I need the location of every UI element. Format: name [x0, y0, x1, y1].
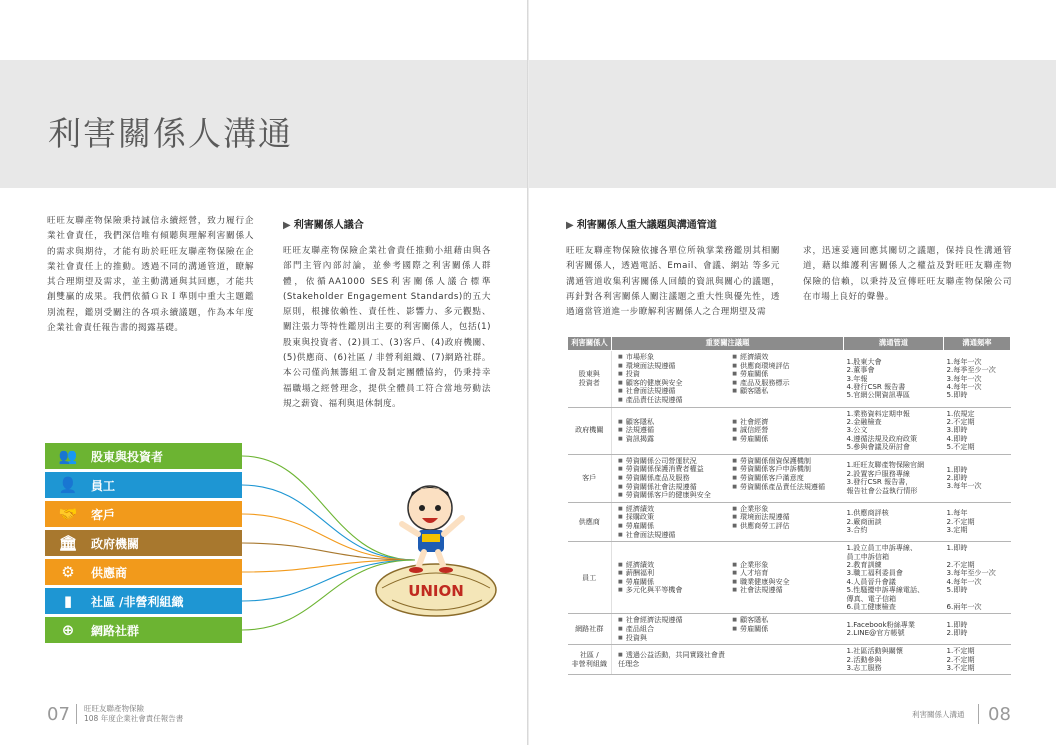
- issue-item: ■ 勞資關係個資保護機制: [732, 457, 840, 466]
- stakeholder-bar: [45, 588, 242, 614]
- stakeholder-table: [567, 336, 1011, 675]
- stakeholder-bar: [45, 530, 242, 556]
- issue-item: ■ 企業形象: [732, 561, 840, 570]
- issue-item: ■ 顧客隱私: [618, 418, 726, 427]
- stakeholder-cell: 供應商: [568, 502, 612, 541]
- stakeholder-cell: 政府機關: [568, 407, 612, 454]
- stakeholder-bar: [45, 559, 242, 585]
- issue-item: ■ 人才培育: [732, 569, 840, 578]
- issue-item: ■ 勞雇關係: [618, 522, 726, 531]
- issues-cell: [612, 351, 844, 408]
- issues-cell: [612, 645, 844, 675]
- issue-item: ■ 環境面法規遵循: [732, 513, 840, 522]
- issue-item: ■ 勞資關係客戶的健康與安全: [618, 491, 726, 500]
- issue-item: ■ 企業形象: [732, 505, 840, 514]
- stakeholder-icon: 👥: [58, 447, 78, 465]
- stakeholder-cell: 社區 / 非營利組織: [568, 645, 612, 675]
- stakeholder-bar: [45, 472, 242, 498]
- page-title: 利害關係人溝通: [48, 114, 293, 153]
- issue-item: ■ 資訊揭露: [618, 435, 726, 444]
- issue-item: ■ 誠信經營: [732, 426, 840, 435]
- issues-cell: [612, 407, 844, 454]
- section2-body-col2: 求，迅速妥適回應其關切之議題，保持良性溝通管道，藉以維護利害關係人之權益及對旺旺友聯產物保險的信賴，以秉持及宣傳旺旺友聯產物保險公司在市場上良好的聲譽。: [803, 246, 1012, 302]
- issue-item: ■ 社會經濟: [732, 418, 840, 427]
- issue-item: ■ 產品及服務標示: [732, 379, 840, 388]
- table-row: [568, 542, 1011, 614]
- page-spine: [527, 0, 529, 745]
- stakeholder-bar: [45, 617, 242, 643]
- issue-item: ■ 投資與: [618, 634, 726, 643]
- stakeholder-cell: 網路社群: [568, 614, 612, 645]
- issue-item: ■ 勞資關係客戶滿意度: [732, 474, 840, 483]
- issue-item: ■ 社會面法規遵循: [618, 531, 726, 540]
- triangle-icon: ▶: [566, 220, 574, 231]
- issues-cell: [612, 542, 844, 614]
- issue-item: ■ 產品責任法規遵循: [618, 396, 726, 405]
- frequency-cell: 1.每年 2.不定期 3.定期: [944, 502, 1011, 541]
- stakeholder-icon: ⊕: [61, 621, 75, 639]
- footer-left-text: [84, 704, 183, 724]
- issue-item: ■ 社會面法規遵循: [618, 387, 726, 396]
- section1-heading: [283, 216, 364, 231]
- issue-item: ■ 勞雇關係: [732, 435, 840, 444]
- frequency-cell: 1.即時 2.即時: [944, 614, 1011, 645]
- stakeholder-cell: 股東與 投資者: [568, 351, 612, 408]
- issue-item: ■ 勞雇關係: [618, 578, 726, 587]
- frequency-cell: 1.依規定 2.不定期 3.即時 4.即時 5.不定期: [944, 407, 1011, 454]
- section2-heading: [566, 216, 717, 231]
- issue-item: ■ 職業健康與安全: [732, 578, 840, 587]
- intro-paragraph: 旺旺友聯產物保險秉持誠信永續經營，致力履行企業社會責任，我們深信唯有傾聽與理解利害關係人的需求與期待，才能有助於旺旺友聯產物保險在企業社會責任上的推動。透過不同的溝通管道，瞭解其合理期望及需求，並主動溝通與其回應，才能共創雙贏的成果。我們依循ＧＲＩ準則中重大主題鑑別流程，鑑別受關注的各項永續議題，作為本年度企業社會責任報告書的揭露基礎。: [47, 216, 254, 334]
- table-row: [568, 407, 1011, 454]
- stakeholder-icon: ▮: [63, 592, 73, 610]
- union-logo-text: UNION: [408, 582, 464, 600]
- issue-item: ■ 經濟績效: [732, 353, 840, 362]
- stakeholder-bar: [45, 501, 242, 527]
- channels-cell: 1.Facebook粉絲專業 2.LINE@官方帳號: [844, 614, 944, 645]
- channels-cell: 1.設立員工申訴專線、 員工申訴信箱 2.教育訓練 3.職工福利委員會 4.人員晉升會議 5.性騷擾申訴專線電話、 傳真、電子信箱 6.員工健康檢查: [844, 542, 944, 614]
- issue-item: ■ 勞雇關係: [732, 370, 840, 379]
- section2-body-col1: 旺旺友聯產物保險依據各單位所執掌業務鑑別其相關利害關係人，透過電話、Email、會議、網站 等多元溝通管道收集利害關係人回饋的資訊與關心的議題，再針對各利害關係人關注議題之重大性與優先性，透過適當管道進一步瞭解利害關係人之合理期望及需: [566, 246, 780, 318]
- issues-cell: [612, 614, 844, 645]
- channels-cell: 1.社區活動與關懷 2.活動參與 3.志工服務: [844, 645, 944, 675]
- issue-item: ■ 勞資關係產品責任法規遵循: [732, 483, 840, 492]
- table-header: 溝通管道: [844, 337, 944, 351]
- issue-item: ■ 勞雇關係: [732, 625, 840, 634]
- issue-item: ■ 勞資關係保護消費者權益: [618, 465, 726, 474]
- footer-report: 108 年度企業社會責任報告書: [84, 714, 184, 723]
- table-header: 溝通頻率: [944, 337, 1011, 351]
- stakeholder-label: 網路社群: [91, 623, 140, 638]
- union-mascot-logo: [372, 470, 502, 620]
- left-page-number: 07: [47, 704, 70, 725]
- stakeholder-label: 員工: [91, 478, 116, 493]
- stakeholder-label: 客戶: [91, 507, 116, 522]
- issue-item: ■ 勞資關係產品及服務: [618, 474, 726, 483]
- issue-item: ■ 供應商環境評估: [732, 362, 840, 371]
- issue-item: ■ 勞資關係客戶申訴機制: [732, 465, 840, 474]
- issue-item: ■ 薪酬福利: [618, 569, 726, 578]
- frequency-cell: 1.不定期 2.不定期 3.不定期: [944, 645, 1011, 675]
- stakeholder-cell: 員工: [568, 542, 612, 614]
- table-row: [568, 454, 1011, 502]
- channels-cell: 1.業務資料定期申報 2.金融檢查 3.公文 4.遵循法規及政府政策 5.參與會議及研討會: [844, 407, 944, 454]
- stakeholder-label: 供應商: [91, 565, 128, 580]
- section1-heading-text: 利害關係人議合: [293, 220, 364, 231]
- frequency-cell: 1.即時 2.即時 3.每年一次: [944, 454, 1011, 502]
- stakeholder-label: 政府機關: [91, 536, 140, 551]
- issue-item: ■ 多元化與平等機會: [618, 586, 726, 595]
- table-row: [568, 351, 1011, 408]
- table-row: [568, 645, 1011, 675]
- issue-item: ■ 社會經濟法規遵循: [618, 616, 726, 625]
- channels-cell: 1.供應商評核 2.廠商面談 3.合約: [844, 502, 944, 541]
- issue-item: ■ 顧客的健康與安全: [618, 379, 726, 388]
- issue-item: ■ 供應商勞工評估: [732, 522, 840, 531]
- table-header: 重要關注議題: [612, 337, 844, 351]
- stakeholder-bar: [45, 443, 242, 469]
- issue-item: ■ 社會法規遵循: [732, 586, 840, 595]
- frequency-cell: 1.即時 2.不定期 3.每年至少一次 4.每年一次 5.即時 6.兩年一次: [944, 542, 1011, 614]
- section1-body: 旺旺友聯產物保險企業社會責任推動小組藉由與各部門主管內部討論，並參考國際之利害關係人群體，依循AA1000 SES利害關係人議合標準(Stakeholder Engagement Standards)的五大原則，根據依賴性、責任性、影響力、多元觀點、關注張力等特性鑑別出主要的利害關係人，包括(1)股東與投資者、(2)員工、(3)客戶、(4)政府機關、(5)供應商、(6)社區 / 非營利組織、(7)網路社群。本公司僅尚無籌組工會及制定團體協約，仍秉持幸福職場之經營理念，提供全體員工符合當地勞動法規之薪資、福利與退休制度。: [283, 246, 491, 409]
- issue-item: ■ 顧客隱私: [732, 387, 840, 396]
- issue-item: ■ 經濟績效: [618, 561, 726, 570]
- table-row: [568, 614, 1011, 645]
- footer-divider: [76, 704, 77, 724]
- stakeholder-icon: 🏛: [58, 534, 78, 552]
- stakeholder-label: 社區 /非營利組織: [91, 594, 184, 609]
- channels-cell: 1.股東大會 2.董事會 3.年報 4.發行CSR 報告書 5.官網公開資訊專區: [844, 351, 944, 408]
- issue-item: ■ 環境面法規遵循: [618, 362, 726, 371]
- table-row: [568, 502, 1011, 541]
- stakeholder-icon: ⚙: [61, 563, 75, 581]
- footer-divider: [978, 704, 979, 724]
- issues-cell: [612, 502, 844, 541]
- stakeholder-label: 股東與投資者: [91, 449, 164, 464]
- issue-item: ■ 透過公益活動，共同實踐社會責任理念: [618, 651, 726, 668]
- issue-item: ■ 投資: [618, 370, 726, 379]
- issue-item: ■ 法規遵循: [618, 426, 726, 435]
- issue-item: ■ 經濟績效: [618, 505, 726, 514]
- channels-cell: 1.旺旺友聯產物保險官網 2.設置客戶服務專線 3.發行CSR 報告書， 報告社會公益執行情形: [844, 454, 944, 502]
- issue-item: ■ 市場形象: [618, 353, 726, 362]
- table-header: 利害關係人: [568, 337, 612, 351]
- stakeholder-icon: 👤: [58, 476, 78, 494]
- right-page-number: 08: [988, 704, 1011, 725]
- issue-item: ■ 顧客隱私: [732, 616, 840, 625]
- stakeholder-icon: 🤝: [58, 505, 78, 523]
- frequency-cell: 1.每年一次 2.每季至少一次 3.每年一次 4.每年一次 5.即時: [944, 351, 1011, 408]
- table-header-row: [568, 337, 1011, 351]
- issue-item: ■ 勞資關係社會法規遵循: [618, 483, 726, 492]
- footer-section-label: 利害關係人溝通: [912, 710, 965, 719]
- section2-heading-text: 利害關係人重大議題與溝通管道: [576, 220, 717, 231]
- issue-item: ■ 勞資關係公司營運狀況: [618, 457, 726, 466]
- issue-item: ■ 採購政策: [618, 513, 726, 522]
- footer-org: 旺旺友聯產物保險: [84, 704, 144, 713]
- issue-item: ■ 產品組合: [618, 625, 726, 634]
- stakeholder-cell: 客戶: [568, 454, 612, 502]
- triangle-icon: ▶: [283, 220, 291, 231]
- issues-cell: [612, 454, 844, 502]
